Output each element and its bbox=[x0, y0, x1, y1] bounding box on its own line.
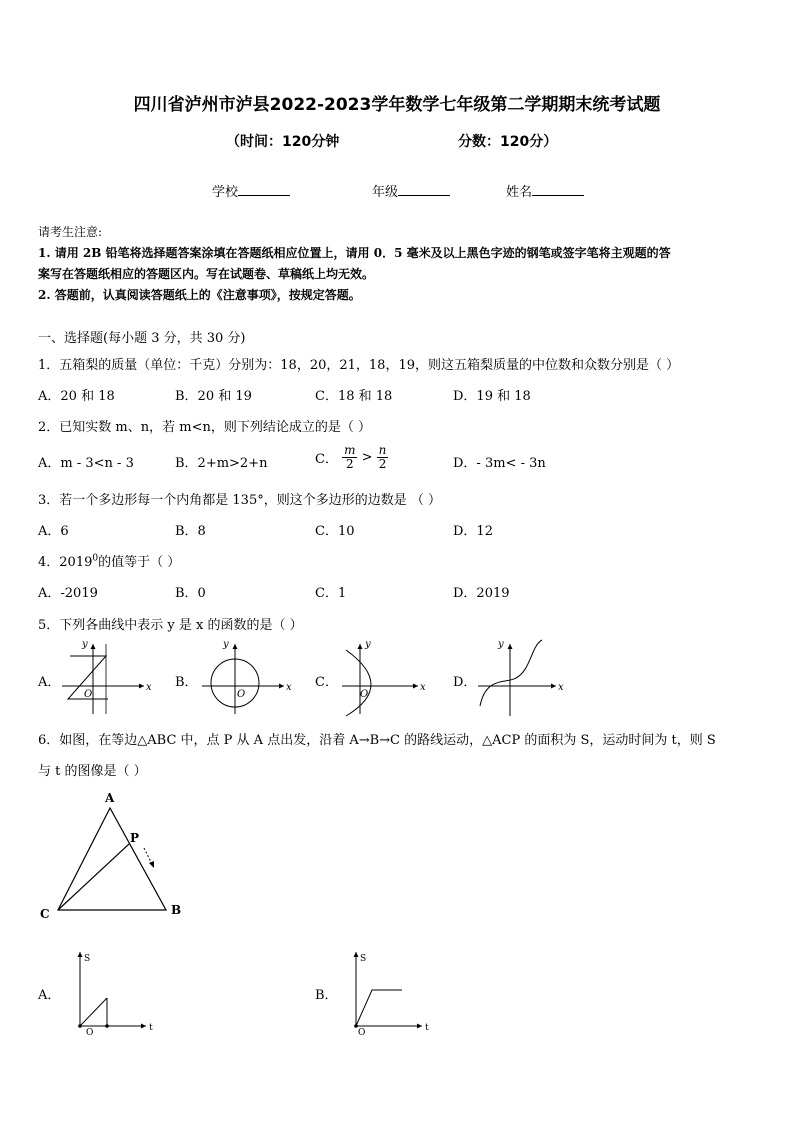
q2-option-b[interactable]: B．2+m>2+n bbox=[175, 456, 268, 471]
q6a-s-label: S bbox=[84, 954, 91, 964]
q2-frac-m bbox=[342, 444, 357, 471]
q6b-t-arrow bbox=[417, 1024, 422, 1029]
q2-option-d[interactable]: D．- 3m< - 3n bbox=[453, 456, 546, 471]
notice-line-1a: 1. 请用 2B 铅笔将选择题答案涂填在答题纸相应位置上，请用 0．5 毫米及以上黑色字迹的钢笔或签字笔将主观题的答 bbox=[38, 246, 671, 260]
q3-option-a[interactable]: A．6 bbox=[38, 524, 69, 539]
grade-blank bbox=[398, 183, 450, 196]
q6a-t-label: t bbox=[149, 1023, 153, 1033]
q2-option-c[interactable] bbox=[315, 444, 388, 471]
q5d-curve bbox=[480, 640, 542, 706]
q6-graph-b bbox=[338, 946, 448, 1038]
q2-option-a[interactable]: A．m - 3<n - 3 bbox=[38, 456, 134, 471]
section-heading: 一、选择题(每小题 3 分，共 30 分) bbox=[38, 331, 246, 346]
vertex-b-label: B bbox=[171, 903, 182, 917]
q5a-y-arrow bbox=[91, 644, 96, 649]
q6a-end-point bbox=[105, 1024, 109, 1028]
q4-stem-pre: 4．2019 bbox=[38, 555, 93, 570]
q5c-x-arrow bbox=[413, 684, 418, 689]
q4-option-c[interactable]: C．1 bbox=[315, 586, 347, 601]
q6b-curve bbox=[356, 990, 402, 1026]
q5c-x-label: x bbox=[420, 682, 426, 693]
q5a-y-label: y bbox=[82, 639, 88, 650]
q6a-rising-line bbox=[80, 998, 107, 1026]
q6-option-a[interactable]: A． bbox=[38, 988, 61, 1003]
exam-title: 四川省泸州市泸县2022-2023学年数学七年级第二学期期末统考试题 bbox=[133, 95, 661, 115]
q2-frac-m-den: 2 bbox=[345, 457, 354, 471]
q5a-x-label: x bbox=[146, 682, 152, 693]
q6a-origin-label: O bbox=[86, 1028, 94, 1038]
motion-arrow-head bbox=[149, 861, 154, 868]
notice-heading: 请考生注意: bbox=[38, 225, 103, 239]
q5-option-b[interactable]: B． bbox=[175, 675, 198, 690]
question-6-stem-line-1: 6．如图，在等边△ABC 中，点 P 从 A 点出发，沿着 A→B→C 的路线运动，△ACP 的面积为 S，运动时间为 t，则 S bbox=[38, 733, 716, 748]
q6b-s-label: S bbox=[360, 954, 367, 964]
q5d-x-arrow bbox=[551, 684, 556, 689]
q5c-y-label: y bbox=[365, 639, 371, 650]
q1-option-c[interactable]: C．18 和 18 bbox=[315, 389, 393, 404]
question-3-stem: 3．若一个多边形每一个内角都是 135°，则这个多边形的边数是 （ ） bbox=[38, 493, 441, 508]
q5c-origin-label: O bbox=[360, 689, 369, 700]
q5-graph-c bbox=[338, 636, 432, 716]
q5b-y-arrow bbox=[233, 644, 238, 649]
q5a-origin-label: O bbox=[84, 689, 93, 700]
q5d-y-arrow bbox=[508, 644, 513, 649]
q4-option-a[interactable]: A．-2019 bbox=[38, 586, 98, 601]
segment-cp bbox=[58, 844, 129, 910]
q2-frac-n-den: 2 bbox=[378, 457, 387, 471]
q1-option-a[interactable]: A．20 和 18 bbox=[38, 389, 115, 404]
q3-option-c[interactable]: C．10 bbox=[315, 524, 355, 539]
grade-field bbox=[372, 181, 450, 200]
q5-graph-d bbox=[476, 636, 572, 718]
question-4-stem bbox=[38, 551, 768, 570]
q5b-origin-label: O bbox=[237, 689, 246, 700]
q2-frac-n bbox=[377, 444, 389, 471]
q6a-t-arrow bbox=[141, 1024, 146, 1029]
q1-option-d[interactable]: D．19 和 18 bbox=[453, 389, 531, 404]
q6b-origin-label: O bbox=[358, 1028, 366, 1038]
q5-option-c[interactable]: C． bbox=[315, 675, 338, 690]
grade-label: 年级 bbox=[372, 185, 399, 200]
motion-arrow-line bbox=[144, 848, 152, 864]
notice-line-1b: 案写在答题纸相应的答题区内。写在试题卷、草稿纸上均无效。 bbox=[38, 267, 375, 281]
question-1-stem: 1．五箱梨的质量（单位：千克）分别为：18，20，21，18，19，则这五箱梨质量的中位数和众数分别是（ ） bbox=[38, 358, 680, 373]
q5c-curve bbox=[346, 650, 371, 716]
notice-block bbox=[38, 222, 763, 306]
question-5-stem: 5．下列各曲线中表示 y 是 x 的函数的是（ ） bbox=[38, 618, 303, 633]
q5a-x-arrow bbox=[139, 684, 144, 689]
exam-time: （时间：120分钟 bbox=[226, 134, 340, 150]
q5d-x-label: x bbox=[558, 682, 564, 693]
q4-stem-sup: 0 bbox=[92, 553, 99, 564]
q2-frac-m-num: m bbox=[344, 443, 356, 457]
q5b-x-label: x bbox=[286, 682, 292, 693]
q6b-s-arrow bbox=[354, 952, 359, 957]
notice-line-2: 2. 答题前，认真阅读答题纸上的《注意事项》，按规定答题。 bbox=[38, 288, 361, 302]
question-6-stem-line-2: 与 t 的图像是（ ） bbox=[38, 764, 147, 779]
q5-graph-a bbox=[58, 636, 150, 716]
school-label: 学校 bbox=[212, 185, 239, 200]
q3-option-b[interactable]: B．8 bbox=[175, 524, 206, 539]
q6b-t-label: t bbox=[425, 1023, 429, 1033]
school-field bbox=[212, 181, 290, 200]
q5b-x-arrow bbox=[279, 684, 284, 689]
exam-score: 分数：120分） bbox=[458, 134, 558, 150]
q6a-origin-point bbox=[78, 1024, 82, 1028]
q5b-y-label: y bbox=[223, 639, 229, 650]
q2-frac-n-num: n bbox=[378, 443, 387, 457]
q6-option-b[interactable]: B． bbox=[315, 988, 338, 1003]
q4-option-d[interactable]: D．2019 bbox=[453, 586, 510, 601]
name-field bbox=[506, 181, 584, 200]
q5-graph-b bbox=[198, 636, 292, 716]
school-blank bbox=[238, 183, 290, 196]
q5d-y-label: y bbox=[498, 639, 504, 650]
q4-stem-post: 的值等于（ ） bbox=[98, 555, 181, 570]
question-2-stem: 2．已知实数 m、n，若 m<n，则下列结论成立的是（ ） bbox=[38, 420, 371, 435]
q2-frac-gt: > bbox=[361, 450, 373, 465]
q2-option-c-label: C． bbox=[315, 452, 338, 467]
q4-option-b[interactable]: B．0 bbox=[175, 586, 206, 601]
point-p-label: P bbox=[130, 831, 140, 845]
q5-option-d[interactable]: D． bbox=[453, 675, 477, 690]
q6-triangle-figure bbox=[30, 786, 200, 926]
q1-option-b[interactable]: B．20 和 19 bbox=[175, 389, 252, 404]
q6-graph-a bbox=[62, 946, 172, 1038]
vertex-a-label: A bbox=[105, 791, 115, 805]
q6a-s-arrow bbox=[78, 952, 83, 957]
name-blank bbox=[532, 183, 584, 196]
q3-option-d[interactable]: D．12 bbox=[453, 524, 493, 539]
q5c-y-arrow bbox=[358, 644, 363, 649]
q5-option-a[interactable]: A． bbox=[38, 675, 61, 690]
name-label: 姓名 bbox=[506, 185, 533, 200]
vertex-c-label: C bbox=[40, 907, 50, 921]
